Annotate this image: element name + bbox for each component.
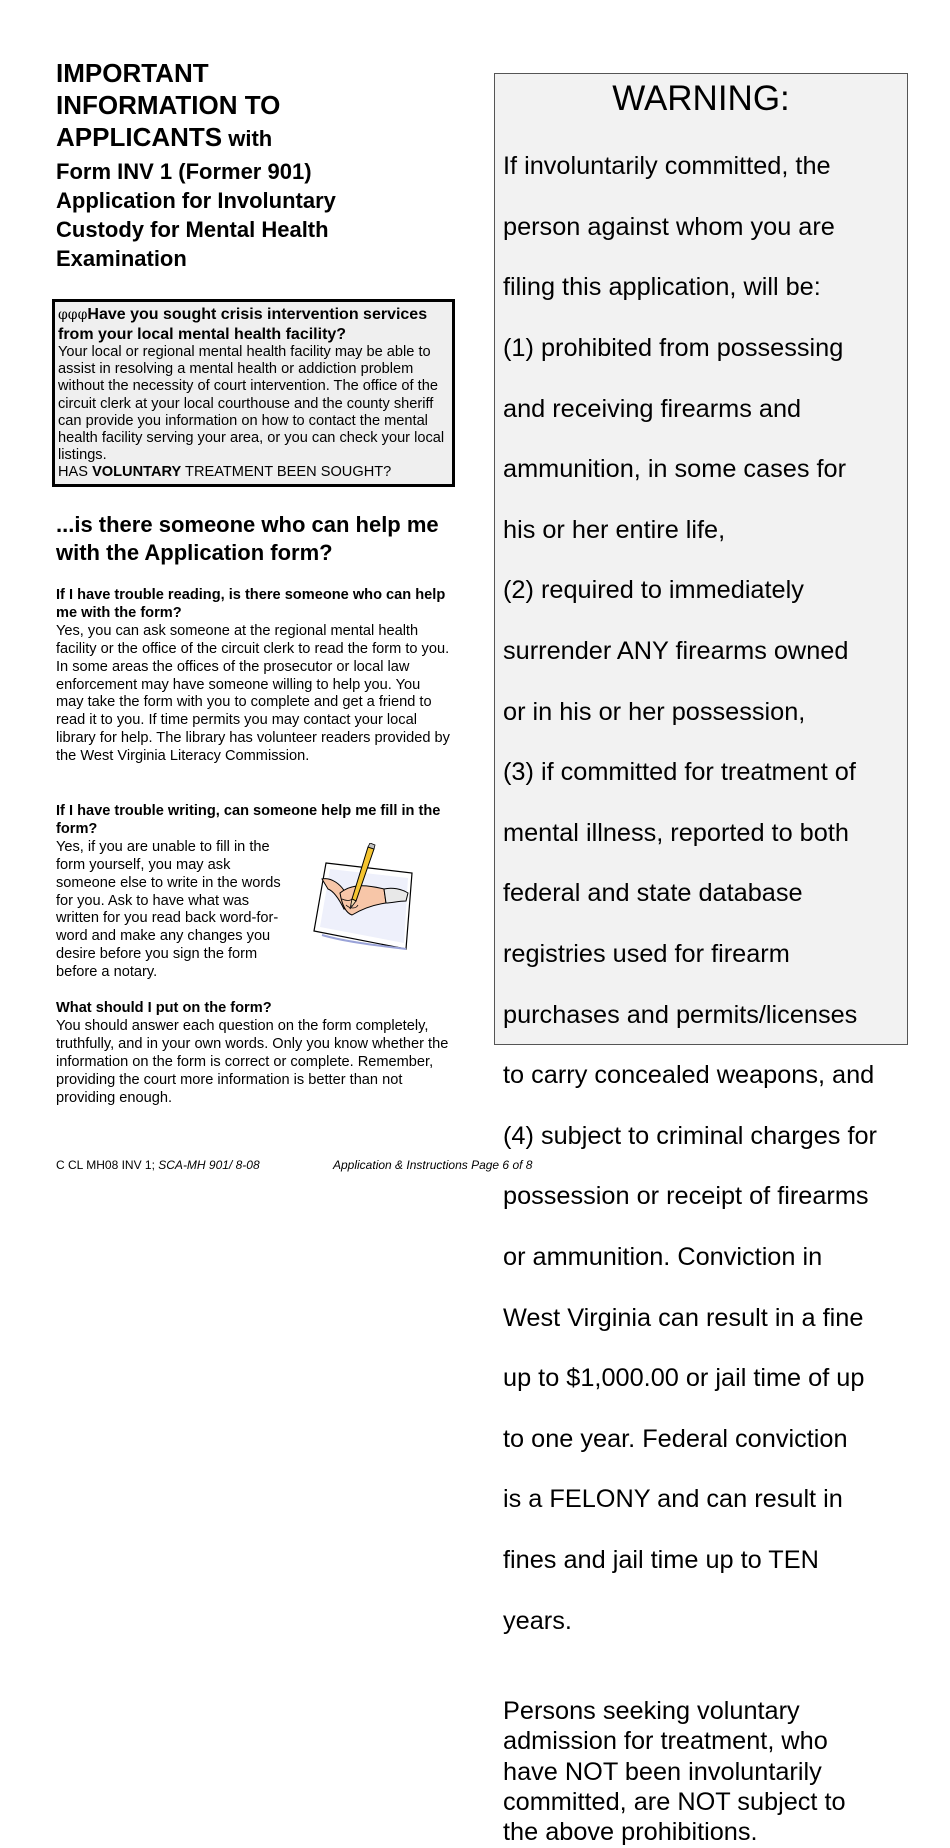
reading-heading: If I have trouble reading, is there someone who can help me with the form? <box>56 587 446 621</box>
warning-line: years. <box>503 1606 572 1635</box>
warning-line: or ammunition. Conviction in <box>503 1242 823 1271</box>
writing-line: written for you read back word-for- <box>56 910 279 927</box>
subtitle-line: Examination <box>56 246 187 271</box>
warning-line: federal and state database <box>503 879 803 908</box>
form-code: C CL MH08 INV 1; <box>56 1158 159 1172</box>
warning-line: If involuntarily committed, the <box>503 152 831 181</box>
form-content-section <box>56 1000 451 1107</box>
form-content-body: You should answer each question on the form completely, truthfully, and in your own words. Only you know whether the information on the form is correct or complete. Remember, providing the court more information is better than not providing enough. <box>56 1017 449 1106</box>
voluntary-bold: VOLUNTARY <box>92 464 182 481</box>
warning-line: his or her entire life, <box>503 515 726 544</box>
title-line: INFORMATION TO <box>56 90 281 120</box>
writing-line: word and make any changes you <box>56 928 271 945</box>
voluntary-treatment-line <box>58 464 448 481</box>
writing-line: desire before you sign the form <box>56 946 258 963</box>
hand-writing-pencil-icon <box>312 843 416 951</box>
writing-line: Yes, if you are unable to fill in the <box>56 838 270 855</box>
page-footer <box>56 1158 533 1172</box>
warning-line: and receiving firearms and <box>503 394 802 423</box>
warning-line: ammunition, in some cases for <box>503 455 847 484</box>
crisis-question <box>58 305 448 344</box>
warning-box <box>494 73 908 1847</box>
voluntary-admission-note <box>503 1696 899 1847</box>
reading-body: Yes, you can ask someone at the regional mental health facility or the office of the circuit clerk to read the form to you. In some areas the offices of the prosecutor or local law enforcement may have someone willing to help you. You may take the form with you to complete and get a friend to read it to you. If time permits you may contact your local library for help. The library has volunteer readers provided by the West Virginia Literacy Commission. <box>56 622 450 765</box>
warning-title: WARNING: <box>612 79 790 118</box>
writing-line: form yourself, you may ask <box>56 856 231 873</box>
page-number: Application & Instructions Page 6 of 8 <box>333 1158 533 1172</box>
warning-line: up to $1,000.00 or jail time of up <box>503 1364 865 1393</box>
warning-line: West Virginia can result in a fine <box>503 1303 864 1332</box>
warning-line: to carry concealed weapons, and <box>503 1061 875 1090</box>
title-with: with <box>222 126 273 151</box>
warning-line: surrender ANY firearms owned <box>503 637 849 666</box>
writing-heading: If I have trouble writing, can someone help me fill in the form? <box>56 803 441 837</box>
title-block <box>56 57 451 273</box>
warning-line: committed, are NOT subject to <box>503 1788 846 1817</box>
warning-line: fines and jail time up to TEN <box>503 1545 819 1574</box>
reading-section <box>56 587 451 766</box>
subtitle-line: Form INV 1 (Former 901) <box>56 159 312 184</box>
warning-line: filing this application, will be: <box>503 273 821 302</box>
crisis-question-text: Have you sought crisis intervention services from your local mental health facility? <box>58 306 428 343</box>
voluntary-pre: HAS <box>58 464 93 481</box>
crisis-symbols: φφφ <box>58 307 88 323</box>
page-title <box>56 57 451 273</box>
title-line: APPLICANTS <box>56 122 223 152</box>
warning-line: (4) subject to criminal charges for <box>503 1121 877 1150</box>
crisis-body: Your local or regional mental health facility may be able to assist in resolving a mental health or addiction problem without the necessity of court intervention. The office of the circuit clerk at your local courthouse and the county sheriff can provide you information on how to contact the mental health facility serving your area, or you can check your local listings. <box>58 344 445 464</box>
subtitle-line: Custody for Mental Health <box>56 217 329 242</box>
writing-line: before a notary. <box>56 964 158 981</box>
help-heading: ...is there someone who can help me with the Application form? <box>56 512 439 565</box>
writing-section <box>56 803 451 982</box>
warning-line: possession or receipt of firearms <box>503 1182 869 1211</box>
warning-line: (2) required to immediately <box>503 576 804 605</box>
voluntary-post: TREATMENT BEEN SOUGHT? <box>181 464 392 481</box>
writing-line: someone else to write in the words <box>56 874 281 891</box>
warning-line: Persons seeking voluntary <box>503 1697 800 1726</box>
warning-line: is a FELONY and can result in <box>503 1485 843 1514</box>
warning-line: mental illness, reported to both <box>503 818 849 847</box>
warning-line: person against whom you are <box>503 212 835 241</box>
warning-line: have NOT been involuntarily <box>503 1757 822 1786</box>
warning-line: the above prohibitions. <box>503 1818 758 1847</box>
warning-line: registries used for firearm <box>503 940 790 969</box>
subtitle-line: Application for Involuntary <box>56 188 336 213</box>
title-line: IMPORTANT <box>56 58 209 88</box>
writing-line: for you. Ask to have what was <box>56 892 250 909</box>
title-line-with <box>56 121 451 155</box>
crisis-intervention-box <box>52 299 455 487</box>
warning-line: to one year. Federal conviction <box>503 1424 848 1453</box>
warning-line: purchases and permits/licenses <box>503 1000 858 1029</box>
form-code-italic: SCA-MH 901/ 8-08 <box>158 1158 260 1172</box>
warning-line: (3) if committed for treatment of <box>503 758 856 787</box>
form-content-heading: What should I put on the form? <box>56 1000 272 1016</box>
warning-line: or in his or her possession, <box>503 697 806 726</box>
warning-line: admission for treatment, who <box>503 1727 828 1756</box>
warning-line: (1) prohibited from possessing <box>503 334 844 363</box>
warning-body <box>503 121 899 1666</box>
